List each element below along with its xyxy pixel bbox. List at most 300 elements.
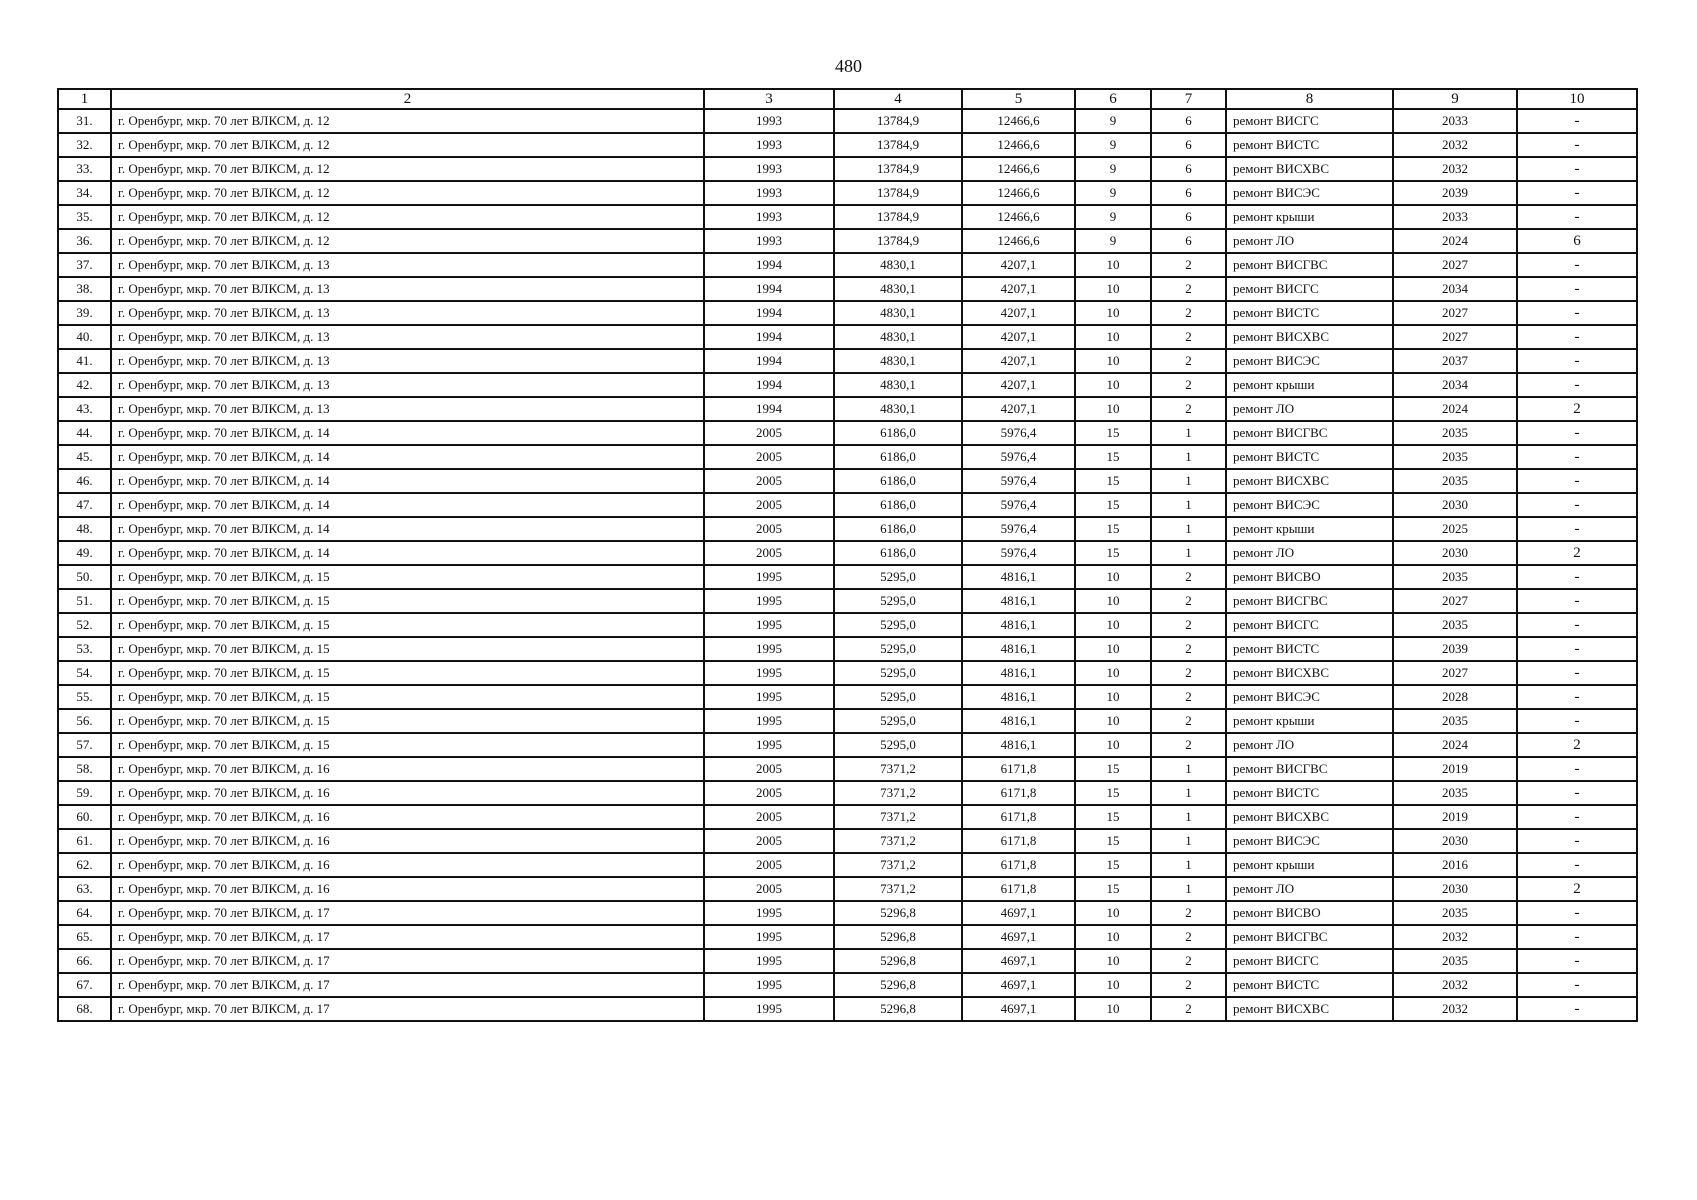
table-row — [58, 517, 1637, 541]
floors-cell: 15 — [1075, 877, 1151, 901]
floors-cell: 15 — [1075, 445, 1151, 469]
planned-year-cell: 2030 — [1393, 541, 1517, 565]
total-area-cell: 4830,1 — [834, 373, 962, 397]
total-area-cell: 13784,9 — [834, 109, 962, 133]
entrances-cell: 2 — [1151, 973, 1226, 997]
living-area-cell: 4816,1 — [962, 565, 1075, 589]
living-area-cell: 5976,4 — [962, 469, 1075, 493]
header-cell-6: 6 — [1075, 89, 1151, 109]
address-cell: г. Оренбург, мкр. 70 лет ВЛКСМ, д. 13 — [111, 325, 704, 349]
construction-year-cell: 2005 — [704, 757, 834, 781]
total-area-cell: 6186,0 — [834, 541, 962, 565]
living-area-cell: 5976,4 — [962, 517, 1075, 541]
work-type-cell: ремонт ЛО — [1226, 229, 1393, 253]
row-number-cell: 68. — [58, 997, 111, 1021]
address-cell: г. Оренбург, мкр. 70 лет ВЛКСМ, д. 14 — [111, 469, 704, 493]
construction-year-cell: 1995 — [704, 733, 834, 757]
quantity-cell: - — [1517, 757, 1637, 781]
work-type-cell: ремонт ВИСЭС — [1226, 181, 1393, 205]
header-cell-7: 7 — [1151, 89, 1226, 109]
floors-cell: 10 — [1075, 949, 1151, 973]
planned-year-cell: 2034 — [1393, 277, 1517, 301]
planned-year-cell: 2016 — [1393, 853, 1517, 877]
work-type-cell: ремонт ВИСГС — [1226, 109, 1393, 133]
table-row — [58, 997, 1637, 1021]
address-cell: г. Оренбург, мкр. 70 лет ВЛКСМ, д. 13 — [111, 277, 704, 301]
table-row — [58, 205, 1637, 229]
address-cell: г. Оренбург, мкр. 70 лет ВЛКСМ, д. 15 — [111, 565, 704, 589]
total-area-cell: 13784,9 — [834, 133, 962, 157]
address-cell: г. Оренбург, мкр. 70 лет ВЛКСМ, д. 15 — [111, 589, 704, 613]
row-number-cell: 57. — [58, 733, 111, 757]
quantity-cell: - — [1517, 853, 1637, 877]
table-row — [58, 541, 1637, 565]
quantity-cell: - — [1517, 421, 1637, 445]
total-area-cell: 5295,0 — [834, 709, 962, 733]
table-row — [58, 325, 1637, 349]
work-type-cell: ремонт ВИСТС — [1226, 781, 1393, 805]
construction-year-cell: 2005 — [704, 781, 834, 805]
living-area-cell: 4697,1 — [962, 973, 1075, 997]
table-header — [58, 89, 1637, 109]
work-type-cell: ремонт ВИСТС — [1226, 301, 1393, 325]
row-number-cell: 31. — [58, 109, 111, 133]
living-area-cell: 12466,6 — [962, 109, 1075, 133]
table-row — [58, 925, 1637, 949]
table-row — [58, 469, 1637, 493]
work-type-cell: ремонт ВИСТС — [1226, 133, 1393, 157]
living-area-cell: 4207,1 — [962, 253, 1075, 277]
planned-year-cell: 2035 — [1393, 613, 1517, 637]
quantity-cell: - — [1517, 637, 1637, 661]
living-area-cell: 5976,4 — [962, 445, 1075, 469]
row-number-cell: 46. — [58, 469, 111, 493]
floors-cell: 15 — [1075, 493, 1151, 517]
floors-cell: 10 — [1075, 709, 1151, 733]
floors-cell: 10 — [1075, 613, 1151, 637]
table-row — [58, 133, 1637, 157]
table-row — [58, 733, 1637, 757]
planned-year-cell: 2030 — [1393, 493, 1517, 517]
planned-year-cell: 2028 — [1393, 685, 1517, 709]
header-cell-3: 3 — [704, 89, 834, 109]
address-cell: г. Оренбург, мкр. 70 лет ВЛКСМ, д. 13 — [111, 397, 704, 421]
total-area-cell: 13784,9 — [834, 157, 962, 181]
planned-year-cell: 2037 — [1393, 349, 1517, 373]
table-row — [58, 637, 1637, 661]
address-cell: г. Оренбург, мкр. 70 лет ВЛКСМ, д. 12 — [111, 133, 704, 157]
row-number-cell: 42. — [58, 373, 111, 397]
header-row — [58, 89, 1637, 109]
row-number-cell: 66. — [58, 949, 111, 973]
address-cell: г. Оренбург, мкр. 70 лет ВЛКСМ, д. 14 — [111, 493, 704, 517]
quantity-cell: - — [1517, 685, 1637, 709]
address-cell: г. Оренбург, мкр. 70 лет ВЛКСМ, д. 15 — [111, 637, 704, 661]
entrances-cell: 6 — [1151, 181, 1226, 205]
construction-year-cell: 1995 — [704, 973, 834, 997]
page-number: 480 — [835, 56, 862, 76]
table-row — [58, 493, 1637, 517]
construction-year-cell: 1995 — [704, 637, 834, 661]
construction-year-cell: 1995 — [704, 901, 834, 925]
construction-year-cell: 1995 — [704, 685, 834, 709]
row-number-cell: 58. — [58, 757, 111, 781]
total-area-cell: 13784,9 — [834, 229, 962, 253]
planned-year-cell: 2032 — [1393, 997, 1517, 1021]
floors-cell: 10 — [1075, 637, 1151, 661]
row-number-cell: 47. — [58, 493, 111, 517]
construction-year-cell: 1994 — [704, 373, 834, 397]
quantity-cell: - — [1517, 301, 1637, 325]
floors-cell: 9 — [1075, 133, 1151, 157]
total-area-cell: 6186,0 — [834, 493, 962, 517]
work-type-cell: ремонт ВИСТС — [1226, 973, 1393, 997]
total-area-cell: 5295,0 — [834, 613, 962, 637]
entrances-cell: 1 — [1151, 829, 1226, 853]
total-area-cell: 5296,8 — [834, 997, 962, 1021]
table-row — [58, 709, 1637, 733]
entrances-cell: 1 — [1151, 541, 1226, 565]
table-row — [58, 949, 1637, 973]
living-area-cell: 4207,1 — [962, 277, 1075, 301]
living-area-cell: 12466,6 — [962, 229, 1075, 253]
entrances-cell: 6 — [1151, 205, 1226, 229]
row-number-cell: 37. — [58, 253, 111, 277]
entrances-cell: 2 — [1151, 277, 1226, 301]
row-number-cell: 55. — [58, 685, 111, 709]
planned-year-cell: 2032 — [1393, 973, 1517, 997]
work-type-cell: ремонт ВИСЭС — [1226, 349, 1393, 373]
living-area-cell: 4697,1 — [962, 925, 1075, 949]
address-cell: г. Оренбург, мкр. 70 лет ВЛКСМ, д. 16 — [111, 829, 704, 853]
quantity-cell: - — [1517, 157, 1637, 181]
row-number-cell: 65. — [58, 925, 111, 949]
table-row — [58, 301, 1637, 325]
planned-year-cell: 2033 — [1393, 109, 1517, 133]
entrances-cell: 2 — [1151, 637, 1226, 661]
address-cell: г. Оренбург, мкр. 70 лет ВЛКСМ, д. 12 — [111, 157, 704, 181]
living-area-cell: 6171,8 — [962, 829, 1075, 853]
living-area-cell: 4816,1 — [962, 589, 1075, 613]
floors-cell: 9 — [1075, 109, 1151, 133]
table-row — [58, 805, 1637, 829]
quantity-cell: - — [1517, 373, 1637, 397]
planned-year-cell: 2027 — [1393, 661, 1517, 685]
header-cell-5: 5 — [962, 89, 1075, 109]
entrances-cell: 1 — [1151, 757, 1226, 781]
work-type-cell: ремонт ВИСГС — [1226, 949, 1393, 973]
work-type-cell: ремонт ВИСЭС — [1226, 829, 1393, 853]
entrances-cell: 2 — [1151, 685, 1226, 709]
construction-year-cell: 2005 — [704, 853, 834, 877]
entrances-cell: 1 — [1151, 781, 1226, 805]
planned-year-cell: 2032 — [1393, 133, 1517, 157]
floors-cell: 10 — [1075, 565, 1151, 589]
table-body — [58, 109, 1637, 1021]
table-row — [58, 613, 1637, 637]
planned-year-cell: 2024 — [1393, 397, 1517, 421]
quantity-cell: - — [1517, 325, 1637, 349]
quantity-cell: - — [1517, 805, 1637, 829]
table-row — [58, 781, 1637, 805]
total-area-cell: 13784,9 — [834, 205, 962, 229]
work-type-cell: ремонт ВИСВО — [1226, 565, 1393, 589]
address-cell: г. Оренбург, мкр. 70 лет ВЛКСМ, д. 12 — [111, 109, 704, 133]
construction-year-cell: 1993 — [704, 205, 834, 229]
quantity-cell: - — [1517, 997, 1637, 1021]
living-area-cell: 5976,4 — [962, 541, 1075, 565]
planned-year-cell: 2027 — [1393, 325, 1517, 349]
floors-cell: 10 — [1075, 685, 1151, 709]
table-row — [58, 421, 1637, 445]
total-area-cell: 7371,2 — [834, 877, 962, 901]
construction-year-cell: 1995 — [704, 925, 834, 949]
construction-year-cell: 2005 — [704, 877, 834, 901]
total-area-cell: 5295,0 — [834, 565, 962, 589]
row-number-cell: 33. — [58, 157, 111, 181]
entrances-cell: 2 — [1151, 661, 1226, 685]
floors-cell: 15 — [1075, 757, 1151, 781]
work-type-cell: ремонт крыши — [1226, 709, 1393, 733]
total-area-cell: 5296,8 — [834, 901, 962, 925]
address-cell: г. Оренбург, мкр. 70 лет ВЛКСМ, д. 13 — [111, 349, 704, 373]
living-area-cell: 6171,8 — [962, 877, 1075, 901]
work-type-cell: ремонт ВИСГВС — [1226, 589, 1393, 613]
entrances-cell: 1 — [1151, 445, 1226, 469]
address-cell: г. Оренбург, мкр. 70 лет ВЛКСМ, д. 15 — [111, 685, 704, 709]
floors-cell: 15 — [1075, 853, 1151, 877]
living-area-cell: 12466,6 — [962, 181, 1075, 205]
living-area-cell: 6171,8 — [962, 805, 1075, 829]
quantity-cell: 2 — [1517, 733, 1637, 757]
living-area-cell: 4207,1 — [962, 301, 1075, 325]
construction-year-cell: 1994 — [704, 397, 834, 421]
work-type-cell: ремонт ВИСЭС — [1226, 685, 1393, 709]
work-type-cell: ремонт ВИСЭС — [1226, 493, 1393, 517]
entrances-cell: 2 — [1151, 925, 1226, 949]
work-type-cell: ремонт ВИСХВС — [1226, 805, 1393, 829]
planned-year-cell: 2033 — [1393, 205, 1517, 229]
table-row — [58, 901, 1637, 925]
quantity-cell: - — [1517, 781, 1637, 805]
row-number-cell: 56. — [58, 709, 111, 733]
floors-cell: 10 — [1075, 325, 1151, 349]
quantity-cell: - — [1517, 469, 1637, 493]
total-area-cell: 6186,0 — [834, 469, 962, 493]
entrances-cell: 1 — [1151, 469, 1226, 493]
construction-year-cell: 1995 — [704, 613, 834, 637]
entrances-cell: 1 — [1151, 853, 1226, 877]
floors-cell: 10 — [1075, 589, 1151, 613]
quantity-cell: 2 — [1517, 397, 1637, 421]
total-area-cell: 7371,2 — [834, 805, 962, 829]
floors-cell: 10 — [1075, 277, 1151, 301]
quantity-cell: - — [1517, 133, 1637, 157]
work-type-cell: ремонт ЛО — [1226, 877, 1393, 901]
row-number-cell: 60. — [58, 805, 111, 829]
planned-year-cell: 2030 — [1393, 829, 1517, 853]
total-area-cell: 4830,1 — [834, 277, 962, 301]
living-area-cell: 4207,1 — [962, 397, 1075, 421]
address-cell: г. Оренбург, мкр. 70 лет ВЛКСМ, д. 12 — [111, 205, 704, 229]
quantity-cell: - — [1517, 829, 1637, 853]
quantity-cell: - — [1517, 613, 1637, 637]
row-number-cell: 38. — [58, 277, 111, 301]
quantity-cell: - — [1517, 181, 1637, 205]
quantity-cell: - — [1517, 589, 1637, 613]
total-area-cell: 4830,1 — [834, 349, 962, 373]
row-number-cell: 45. — [58, 445, 111, 469]
living-area-cell: 12466,6 — [962, 133, 1075, 157]
planned-year-cell: 2027 — [1393, 589, 1517, 613]
total-area-cell: 5295,0 — [834, 637, 962, 661]
quantity-cell: - — [1517, 445, 1637, 469]
planned-year-cell: 2019 — [1393, 805, 1517, 829]
total-area-cell: 5295,0 — [834, 589, 962, 613]
work-type-cell: ремонт крыши — [1226, 853, 1393, 877]
planned-year-cell: 2039 — [1393, 181, 1517, 205]
work-type-cell: ремонт ЛО — [1226, 733, 1393, 757]
quantity-cell: 2 — [1517, 541, 1637, 565]
floors-cell: 10 — [1075, 349, 1151, 373]
address-cell: г. Оренбург, мкр. 70 лет ВЛКСМ, д. 17 — [111, 949, 704, 973]
work-type-cell: ремонт крыши — [1226, 517, 1393, 541]
floors-cell: 9 — [1075, 229, 1151, 253]
planned-year-cell: 2030 — [1393, 877, 1517, 901]
work-type-cell: ремонт ВИСГВС — [1226, 757, 1393, 781]
planned-year-cell: 2025 — [1393, 517, 1517, 541]
entrances-cell: 2 — [1151, 301, 1226, 325]
quantity-cell: - — [1517, 973, 1637, 997]
row-number-cell: 64. — [58, 901, 111, 925]
total-area-cell: 4830,1 — [834, 397, 962, 421]
entrances-cell: 2 — [1151, 565, 1226, 589]
total-area-cell: 5295,0 — [834, 733, 962, 757]
address-cell: г. Оренбург, мкр. 70 лет ВЛКСМ, д. 16 — [111, 805, 704, 829]
total-area-cell: 7371,2 — [834, 757, 962, 781]
planned-year-cell: 2032 — [1393, 925, 1517, 949]
table-row — [58, 877, 1637, 901]
living-area-cell: 4207,1 — [962, 349, 1075, 373]
entrances-cell: 2 — [1151, 373, 1226, 397]
entrances-cell: 6 — [1151, 157, 1226, 181]
table-row — [58, 373, 1637, 397]
row-number-cell: 62. — [58, 853, 111, 877]
living-area-cell: 4697,1 — [962, 949, 1075, 973]
entrances-cell: 1 — [1151, 805, 1226, 829]
work-type-cell: ремонт ВИСГВС — [1226, 253, 1393, 277]
construction-year-cell: 1993 — [704, 133, 834, 157]
total-area-cell: 5295,0 — [834, 685, 962, 709]
address-cell: г. Оренбург, мкр. 70 лет ВЛКСМ, д. 13 — [111, 301, 704, 325]
table-row — [58, 685, 1637, 709]
quantity-cell: - — [1517, 925, 1637, 949]
living-area-cell: 4816,1 — [962, 709, 1075, 733]
construction-year-cell: 2005 — [704, 421, 834, 445]
planned-year-cell: 2024 — [1393, 733, 1517, 757]
floors-cell: 9 — [1075, 157, 1151, 181]
work-type-cell: ремонт ВИСВО — [1226, 901, 1393, 925]
planned-year-cell: 2034 — [1393, 373, 1517, 397]
address-cell: г. Оренбург, мкр. 70 лет ВЛКСМ, д. 13 — [111, 253, 704, 277]
address-cell: г. Оренбург, мкр. 70 лет ВЛКСМ, д. 12 — [111, 181, 704, 205]
address-cell: г. Оренбург, мкр. 70 лет ВЛКСМ, д. 15 — [111, 613, 704, 637]
address-cell: г. Оренбург, мкр. 70 лет ВЛКСМ, д. 17 — [111, 925, 704, 949]
total-area-cell: 5296,8 — [834, 973, 962, 997]
row-number-cell: 32. — [58, 133, 111, 157]
entrances-cell: 2 — [1151, 325, 1226, 349]
quantity-cell: 2 — [1517, 877, 1637, 901]
construction-year-cell: 2005 — [704, 469, 834, 493]
header-cell-2: 2 — [111, 89, 704, 109]
table-row — [58, 229, 1637, 253]
row-number-cell: 59. — [58, 781, 111, 805]
planned-year-cell: 2035 — [1393, 565, 1517, 589]
quantity-cell: - — [1517, 901, 1637, 925]
entrances-cell: 1 — [1151, 517, 1226, 541]
row-number-cell: 51. — [58, 589, 111, 613]
address-cell: г. Оренбург, мкр. 70 лет ВЛКСМ, д. 16 — [111, 853, 704, 877]
total-area-cell: 7371,2 — [834, 781, 962, 805]
construction-year-cell: 1993 — [704, 229, 834, 253]
planned-year-cell: 2035 — [1393, 781, 1517, 805]
quantity-cell: - — [1517, 205, 1637, 229]
table-row — [58, 109, 1637, 133]
living-area-cell: 12466,6 — [962, 157, 1075, 181]
header-cell-1: 1 — [58, 89, 111, 109]
quantity-cell: - — [1517, 253, 1637, 277]
living-area-cell: 6171,8 — [962, 781, 1075, 805]
construction-year-cell: 2005 — [704, 493, 834, 517]
work-type-cell: ремонт ВИСХВС — [1226, 157, 1393, 181]
quantity-cell: - — [1517, 949, 1637, 973]
floors-cell: 10 — [1075, 253, 1151, 277]
entrances-cell: 1 — [1151, 877, 1226, 901]
address-cell: г. Оренбург, мкр. 70 лет ВЛКСМ, д. 17 — [111, 997, 704, 1021]
table-row — [58, 157, 1637, 181]
floors-cell: 10 — [1075, 661, 1151, 685]
address-cell: г. Оренбург, мкр. 70 лет ВЛКСМ, д. 17 — [111, 901, 704, 925]
address-cell: г. Оренбург, мкр. 70 лет ВЛКСМ, д. 16 — [111, 757, 704, 781]
row-number-cell: 53. — [58, 637, 111, 661]
table-row — [58, 757, 1637, 781]
planned-year-cell: 2019 — [1393, 757, 1517, 781]
construction-year-cell: 1994 — [704, 301, 834, 325]
table-row — [58, 973, 1637, 997]
living-area-cell: 4816,1 — [962, 661, 1075, 685]
row-number-cell: 52. — [58, 613, 111, 637]
floors-cell: 9 — [1075, 181, 1151, 205]
quantity-cell: - — [1517, 709, 1637, 733]
work-type-cell: ремонт крыши — [1226, 373, 1393, 397]
row-number-cell: 40. — [58, 325, 111, 349]
total-area-cell: 7371,2 — [834, 829, 962, 853]
construction-year-cell: 1993 — [704, 157, 834, 181]
work-type-cell: ремонт ВИСГВС — [1226, 925, 1393, 949]
construction-year-cell: 1995 — [704, 709, 834, 733]
living-area-cell: 6171,8 — [962, 853, 1075, 877]
total-area-cell: 4830,1 — [834, 325, 962, 349]
total-area-cell: 5296,8 — [834, 925, 962, 949]
entrances-cell: 2 — [1151, 997, 1226, 1021]
living-area-cell: 4697,1 — [962, 997, 1075, 1021]
table-row — [58, 445, 1637, 469]
living-area-cell: 6171,8 — [962, 757, 1075, 781]
quantity-cell: - — [1517, 349, 1637, 373]
floors-cell: 15 — [1075, 781, 1151, 805]
quantity-cell: - — [1517, 493, 1637, 517]
entrances-cell: 2 — [1151, 613, 1226, 637]
